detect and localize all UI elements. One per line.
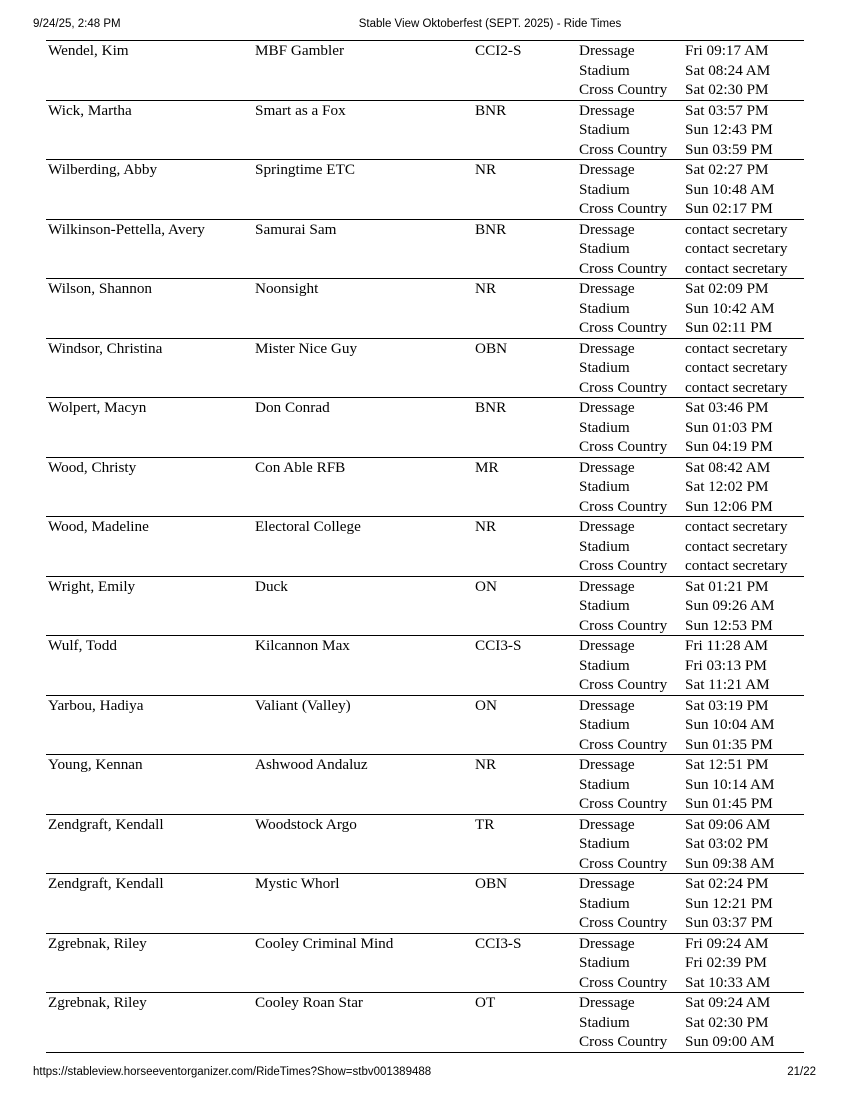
phase-label: Dressage <box>579 280 635 297</box>
table-row <box>46 279 804 339</box>
ride-time: contact secretary <box>685 518 788 535</box>
phase-label: Stadium <box>579 240 630 257</box>
phase-label: Dressage <box>579 934 635 952</box>
phase-label: Cross Country <box>579 378 668 396</box>
horse-name: Don Conrad <box>255 399 330 416</box>
table-row <box>46 457 804 517</box>
table-row <box>46 160 804 220</box>
phase-list <box>577 398 683 458</box>
rider-name: Wick, Martha <box>48 101 132 119</box>
time-list <box>683 814 804 874</box>
horse-name: Smart as a Fox <box>255 101 346 119</box>
phase-label: Dressage <box>579 518 635 535</box>
ride-time: Sat 08:42 AM <box>685 458 771 476</box>
time-list <box>683 160 804 220</box>
division: CCI2-S <box>475 42 522 59</box>
phase-label: Dressage <box>579 339 635 357</box>
horse-name: Electoral College <box>255 518 361 535</box>
rider-name: Wulf, Todd <box>48 637 117 654</box>
phase-label: Cross Country <box>579 854 668 872</box>
ride-time: Sun 01:35 PM <box>685 735 773 753</box>
ride-time: Sun 12:53 PM <box>685 616 773 634</box>
division: OBN <box>475 339 508 357</box>
division: BNR <box>475 101 507 119</box>
division: OT <box>475 994 496 1011</box>
division: NR <box>475 280 497 297</box>
ride-time: Sun 10:42 AM <box>685 299 775 317</box>
phase-list <box>577 279 683 339</box>
table-row <box>46 41 804 101</box>
horse-name: Duck <box>255 577 288 595</box>
phase-label: Dressage <box>579 637 635 654</box>
phase-label: Cross Country <box>579 973 668 991</box>
rider-name: Zgrebnak, Riley <box>48 994 147 1011</box>
division: NR <box>475 518 497 535</box>
phase-list <box>577 41 683 101</box>
ride-time: Sat 02:27 PM <box>685 161 769 178</box>
table-row <box>46 874 804 934</box>
ride-time: Sat 03:46 PM <box>685 399 769 416</box>
time-list <box>683 338 804 398</box>
phase-label: Stadium <box>579 597 630 614</box>
division: NR <box>475 161 497 178</box>
horse-name: Cooley Roan Star <box>255 994 363 1011</box>
horse-name: Con Able RFB <box>255 458 346 476</box>
table-row <box>46 219 804 279</box>
division: BNR <box>475 220 507 238</box>
ride-time: contact secretary <box>685 537 788 555</box>
phase-list <box>577 517 683 577</box>
ride-time: Sun 09:26 AM <box>685 597 775 614</box>
ride-time: Sat 10:33 AM <box>685 973 771 991</box>
division: MR <box>475 458 499 476</box>
division: ON <box>475 696 497 714</box>
ride-time: Sun 09:00 AM <box>685 1033 775 1050</box>
table-row <box>46 636 804 696</box>
time-list <box>683 755 804 815</box>
ride-time: Sat 12:02 PM <box>685 478 769 495</box>
ride-time: Sun 01:03 PM <box>685 418 773 436</box>
time-list <box>683 517 804 577</box>
phase-label: Stadium <box>579 775 630 793</box>
phase-label: Stadium <box>579 894 630 912</box>
phase-label: Cross Country <box>579 735 668 753</box>
table-row <box>46 517 804 577</box>
ride-time: Sat 02:30 PM <box>685 81 769 98</box>
ride-time: contact secretary <box>685 378 788 396</box>
phase-label: Stadium <box>579 299 630 317</box>
phase-list <box>577 993 683 1053</box>
table-row <box>46 933 804 993</box>
page-title: Stable View Oktoberfest (SEPT. 2025) - Ride Times <box>358 18 622 30</box>
ride-time: Sun 10:04 AM <box>685 716 775 733</box>
ride-times-body <box>46 41 804 1053</box>
ride-time: Sun 09:38 AM <box>685 854 775 872</box>
ride-time: Sun 03:59 PM <box>685 140 773 158</box>
ride-time: Sat 02:09 PM <box>685 280 769 297</box>
ride-time: Fri 09:17 AM <box>685 42 769 59</box>
horse-name: Noonsight <box>255 280 319 297</box>
phase-label: Dressage <box>579 875 635 892</box>
rider-name: Zendgraft, Kendall <box>48 875 164 892</box>
phase-label: Cross Country <box>579 795 668 812</box>
phase-list <box>577 814 683 874</box>
phase-list <box>577 874 683 934</box>
phase-list <box>577 219 683 279</box>
phase-label: Stadium <box>579 418 630 436</box>
ride-time: Fri 09:24 AM <box>685 934 769 952</box>
ride-time: Fri 03:13 PM <box>685 656 767 674</box>
horse-name: Valiant (Valley) <box>255 696 351 714</box>
time-list <box>683 279 804 339</box>
time-list <box>683 695 804 755</box>
phase-label: Stadium <box>579 1013 630 1031</box>
horse-name: Samurai Sam <box>255 220 337 238</box>
rider-name: Wilson, Shannon <box>48 280 153 297</box>
phase-label: Dressage <box>579 577 635 595</box>
horse-name: Kilcannon Max <box>255 637 350 654</box>
time-list <box>683 993 804 1053</box>
phase-label: Cross Country <box>579 676 668 693</box>
phase-list <box>577 933 683 993</box>
phase-label: Cross Country <box>579 497 668 515</box>
phase-label: Stadium <box>579 716 630 733</box>
phase-label: Cross Country <box>579 557 668 574</box>
phase-label: Stadium <box>579 478 630 495</box>
ride-time: Sun 10:14 AM <box>685 775 775 793</box>
phase-list <box>577 636 683 696</box>
time-list <box>683 398 804 458</box>
phase-label: Stadium <box>579 359 630 376</box>
division: BNR <box>475 399 507 416</box>
phase-list <box>577 755 683 815</box>
phase-label: Stadium <box>579 537 630 555</box>
division: CCI3-S <box>475 637 522 654</box>
table-row <box>46 755 804 815</box>
horse-name: Springtime ETC <box>255 161 355 178</box>
phase-list <box>577 160 683 220</box>
time-list <box>683 100 804 160</box>
phase-label: Dressage <box>579 161 635 178</box>
table-row <box>46 695 804 755</box>
phase-label: Dressage <box>579 994 635 1011</box>
rider-name: Wood, Christy <box>48 458 137 476</box>
table-row <box>46 993 804 1053</box>
table-row <box>46 100 804 160</box>
phase-list <box>577 695 683 755</box>
phase-label: Cross Country <box>579 914 668 931</box>
ride-time: Sun 04:19 PM <box>685 438 773 455</box>
phase-list <box>577 338 683 398</box>
time-list <box>683 933 804 993</box>
phase-list <box>577 457 683 517</box>
time-list <box>683 41 804 101</box>
phase-label: Dressage <box>579 42 635 59</box>
phase-label: Cross Country <box>579 1033 668 1050</box>
ride-time: Sat 02:30 PM <box>685 1013 769 1031</box>
division: OBN <box>475 875 508 892</box>
ride-time: Sun 10:48 AM <box>685 180 775 198</box>
ride-time: Sat 01:21 PM <box>685 577 769 595</box>
division: ON <box>475 577 497 595</box>
ride-time: contact secretary <box>685 240 788 257</box>
phase-label: Cross Country <box>579 140 668 158</box>
ride-time: Sun 12:43 PM <box>685 121 773 138</box>
phase-label: Cross Country <box>579 200 668 217</box>
phase-label: Cross Country <box>579 81 668 98</box>
horse-name: Cooley Criminal Mind <box>255 934 394 952</box>
horse-name: Mystic Whorl <box>255 875 340 892</box>
horse-name: Mister Nice Guy <box>255 339 358 357</box>
rider-name: Young, Kennan <box>48 756 143 773</box>
ride-time: Sat 11:21 AM <box>685 676 770 693</box>
ride-time: Sat 02:24 PM <box>685 875 769 892</box>
ride-time: contact secretary <box>685 259 788 277</box>
table-row <box>46 576 804 636</box>
time-list <box>683 219 804 279</box>
rider-name: Wendel, Kim <box>48 42 129 59</box>
phase-label: Cross Country <box>579 438 668 455</box>
division: NR <box>475 756 497 773</box>
phase-label: Dressage <box>579 815 635 833</box>
ride-time: Sun 02:17 PM <box>685 200 773 217</box>
rider-name: Wilkinson-Pettella, Avery <box>48 220 205 238</box>
ride-time: Sun 12:06 PM <box>685 497 773 515</box>
horse-name: MBF Gambler <box>255 42 345 59</box>
table-row <box>46 398 804 458</box>
ride-time: Fri 02:39 PM <box>685 954 767 971</box>
division: CCI3-S <box>475 934 522 952</box>
time-list <box>683 636 804 696</box>
page-url: https://stableview.horseeventorganizer.com/RideTimes?Show=stbv001389488 <box>33 1066 432 1078</box>
time-list <box>683 457 804 517</box>
phase-label: Dressage <box>579 101 635 119</box>
rider-name: Wood, Madeline <box>48 518 149 535</box>
ride-time: contact secretary <box>685 557 788 574</box>
rider-name: Yarbou, Hadiya <box>48 696 144 714</box>
phase-label: Stadium <box>579 835 630 852</box>
phase-list <box>577 100 683 160</box>
ride-time: Fri 11:28 AM <box>685 637 768 654</box>
ride-time: Sat 09:06 AM <box>685 815 771 833</box>
rider-name: Wolpert, Macyn <box>48 399 147 416</box>
phase-label: Dressage <box>579 220 635 238</box>
ride-times-table <box>46 40 804 1053</box>
ride-time: contact secretary <box>685 359 788 376</box>
ride-time: Sat 03:19 PM <box>685 696 769 714</box>
ride-time: Sat 12:51 PM <box>685 756 769 773</box>
rider-name: Zgrebnak, Riley <box>48 934 147 952</box>
phase-label: Stadium <box>579 954 630 971</box>
phase-label: Stadium <box>579 656 630 674</box>
rider-name: Windsor, Christina <box>48 339 163 357</box>
ride-time: contact secretary <box>685 339 788 357</box>
time-list <box>683 576 804 636</box>
ride-time: Sat 03:02 PM <box>685 835 769 852</box>
ride-time: Sat 08:24 AM <box>685 61 771 79</box>
phase-label: Cross Country <box>579 259 668 277</box>
ride-time: Sun 03:37 PM <box>685 914 773 931</box>
division: TR <box>475 815 495 833</box>
horse-name: Ashwood Andaluz <box>255 756 368 773</box>
phase-list <box>577 576 683 636</box>
horse-name: Woodstock Argo <box>255 815 357 833</box>
phase-label: Dressage <box>579 756 635 773</box>
rider-name: Wilberding, Abby <box>48 161 158 178</box>
rider-name: Wright, Emily <box>48 577 136 595</box>
phase-label: Stadium <box>579 61 630 79</box>
phase-label: Stadium <box>579 180 630 198</box>
ride-time: Sat 03:57 PM <box>685 101 769 119</box>
phase-label: Stadium <box>579 121 630 138</box>
time-list <box>683 874 804 934</box>
ride-time: Sat 09:24 AM <box>685 994 771 1011</box>
ride-time: Sun 01:45 PM <box>685 795 773 812</box>
phase-label: Cross Country <box>579 319 668 336</box>
table-row <box>46 814 804 874</box>
ride-time: Sun 02:11 PM <box>685 319 773 336</box>
phase-label: Dressage <box>579 399 635 416</box>
phase-label: Dressage <box>579 696 635 714</box>
table-row <box>46 338 804 398</box>
print-datetime: 9/24/25, 2:48 PM <box>33 18 121 30</box>
phase-label: Cross Country <box>579 616 668 634</box>
phase-label: Dressage <box>579 458 635 476</box>
rider-name: Zendgraft, Kendall <box>48 815 164 833</box>
ride-time: Sun 12:21 PM <box>685 894 773 912</box>
page-number: 21/22 <box>787 1066 816 1078</box>
ride-time: contact secretary <box>685 220 788 238</box>
